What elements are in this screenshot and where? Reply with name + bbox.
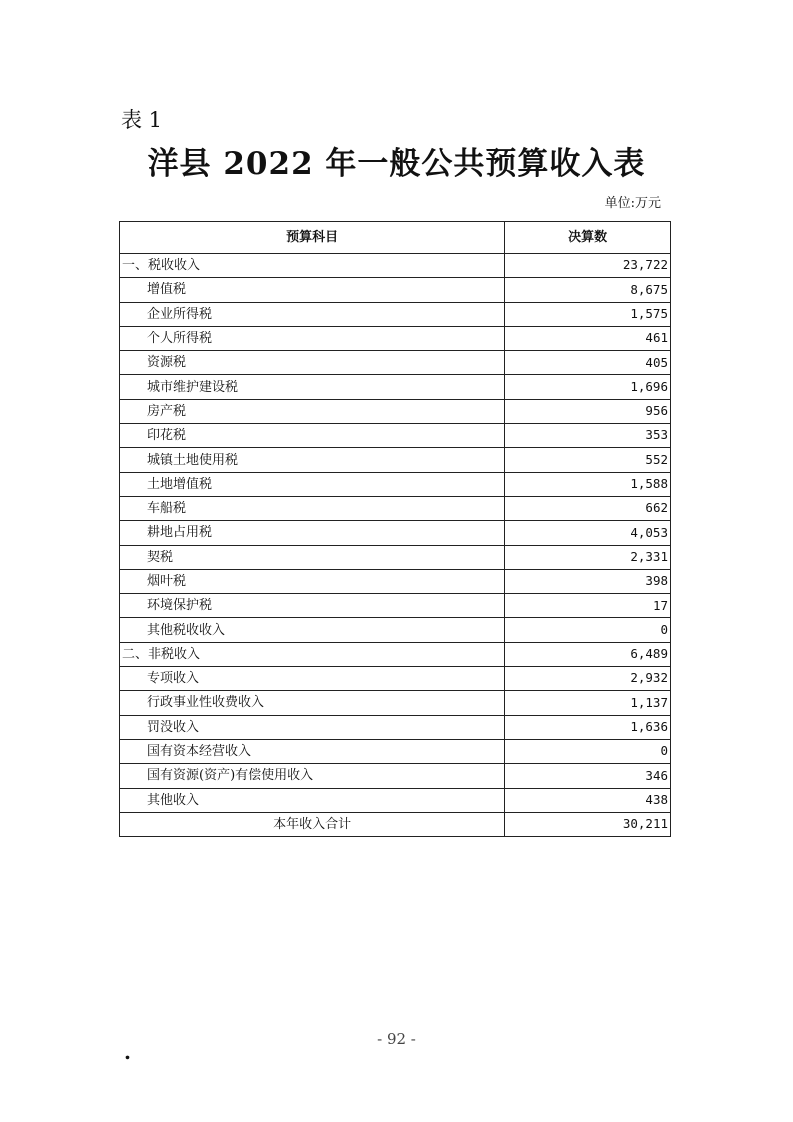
row-subject: 本年收入合计: [120, 812, 505, 836]
table-row: [120, 496, 671, 520]
row-amount: 17: [505, 594, 671, 618]
table-row: [120, 764, 671, 788]
row-amount: 6,489: [505, 642, 671, 666]
row-subject: 国有资源(资产)有偿使用收入: [120, 764, 505, 788]
row-amount: 398: [505, 569, 671, 593]
table-label: 表 1: [121, 108, 163, 132]
row-amount: 2,331: [505, 545, 671, 569]
table-row: [120, 521, 671, 545]
column-header-subject: 预算科目: [120, 222, 505, 254]
row-subject: 一、税收收入: [120, 254, 505, 278]
row-subject: 城镇土地使用税: [120, 448, 505, 472]
row-subject: 城市维护建设税: [120, 375, 505, 399]
table-row: [120, 569, 671, 593]
table-row: [120, 594, 671, 618]
table-row: [120, 788, 671, 812]
table-row: [120, 326, 671, 350]
footer-mark: .: [124, 1040, 131, 1064]
row-amount: 30,211: [505, 812, 671, 836]
column-header-amount: 决算数: [505, 222, 671, 254]
row-subject: 增值税: [120, 278, 505, 302]
row-amount: 461: [505, 326, 671, 350]
table-row: [120, 351, 671, 375]
row-amount: 4,053: [505, 521, 671, 545]
row-subject: 车船税: [120, 496, 505, 520]
table-row: [120, 739, 671, 763]
row-subject: 印花税: [120, 424, 505, 448]
table-row: [120, 375, 671, 399]
row-subject: 耕地占用税: [120, 521, 505, 545]
row-amount: 438: [505, 788, 671, 812]
row-amount: 0: [505, 739, 671, 763]
row-subject: 二、非税收入: [120, 642, 505, 666]
table-row: [120, 715, 671, 739]
row-subject: 土地增值税: [120, 472, 505, 496]
row-amount: 1,575: [505, 302, 671, 326]
row-subject: 专项收入: [120, 667, 505, 691]
table-header-row: [120, 222, 671, 254]
table-row: [120, 618, 671, 642]
row-subject: 罚没收入: [120, 715, 505, 739]
row-amount: 956: [505, 399, 671, 423]
row-subject: 烟叶税: [120, 569, 505, 593]
row-amount: 552: [505, 448, 671, 472]
table-row: [120, 399, 671, 423]
row-subject: 资源税: [120, 351, 505, 375]
row-subject: 其他税收收入: [120, 618, 505, 642]
row-amount: 353: [505, 424, 671, 448]
page-title: 洋县 2022 年一般公共预算收入表: [147, 146, 646, 182]
table-row: [120, 691, 671, 715]
page-number: - 92 -: [377, 1030, 416, 1048]
row-subject: 房产税: [120, 399, 505, 423]
table-row: [120, 278, 671, 302]
budget-revenue-table: [119, 221, 671, 837]
row-amount: 1,696: [505, 375, 671, 399]
row-subject: 其他收入: [120, 788, 505, 812]
row-amount: 8,675: [505, 278, 671, 302]
row-amount: 662: [505, 496, 671, 520]
row-amount: 1,137: [505, 691, 671, 715]
row-subject: 个人所得税: [120, 326, 505, 350]
table-row: [120, 472, 671, 496]
row-amount: 2,932: [505, 667, 671, 691]
table-row: [120, 424, 671, 448]
table-row: [120, 302, 671, 326]
row-amount: 405: [505, 351, 671, 375]
table-row: [120, 642, 671, 666]
row-amount: 1,636: [505, 715, 671, 739]
row-amount: 0: [505, 618, 671, 642]
table-row: [120, 254, 671, 278]
row-amount: 346: [505, 764, 671, 788]
row-amount: 23,722: [505, 254, 671, 278]
table-row: [120, 667, 671, 691]
table-row: [120, 812, 671, 836]
row-subject: 环境保护税: [120, 594, 505, 618]
unit-label: 单位:万元: [604, 196, 661, 211]
row-amount: 1,588: [505, 472, 671, 496]
row-subject: 国有资本经营收入: [120, 739, 505, 763]
row-subject: 行政事业性收费收入: [120, 691, 505, 715]
row-subject: 契税: [120, 545, 505, 569]
row-subject: 企业所得税: [120, 302, 505, 326]
table-row: [120, 545, 671, 569]
table-row: [120, 448, 671, 472]
